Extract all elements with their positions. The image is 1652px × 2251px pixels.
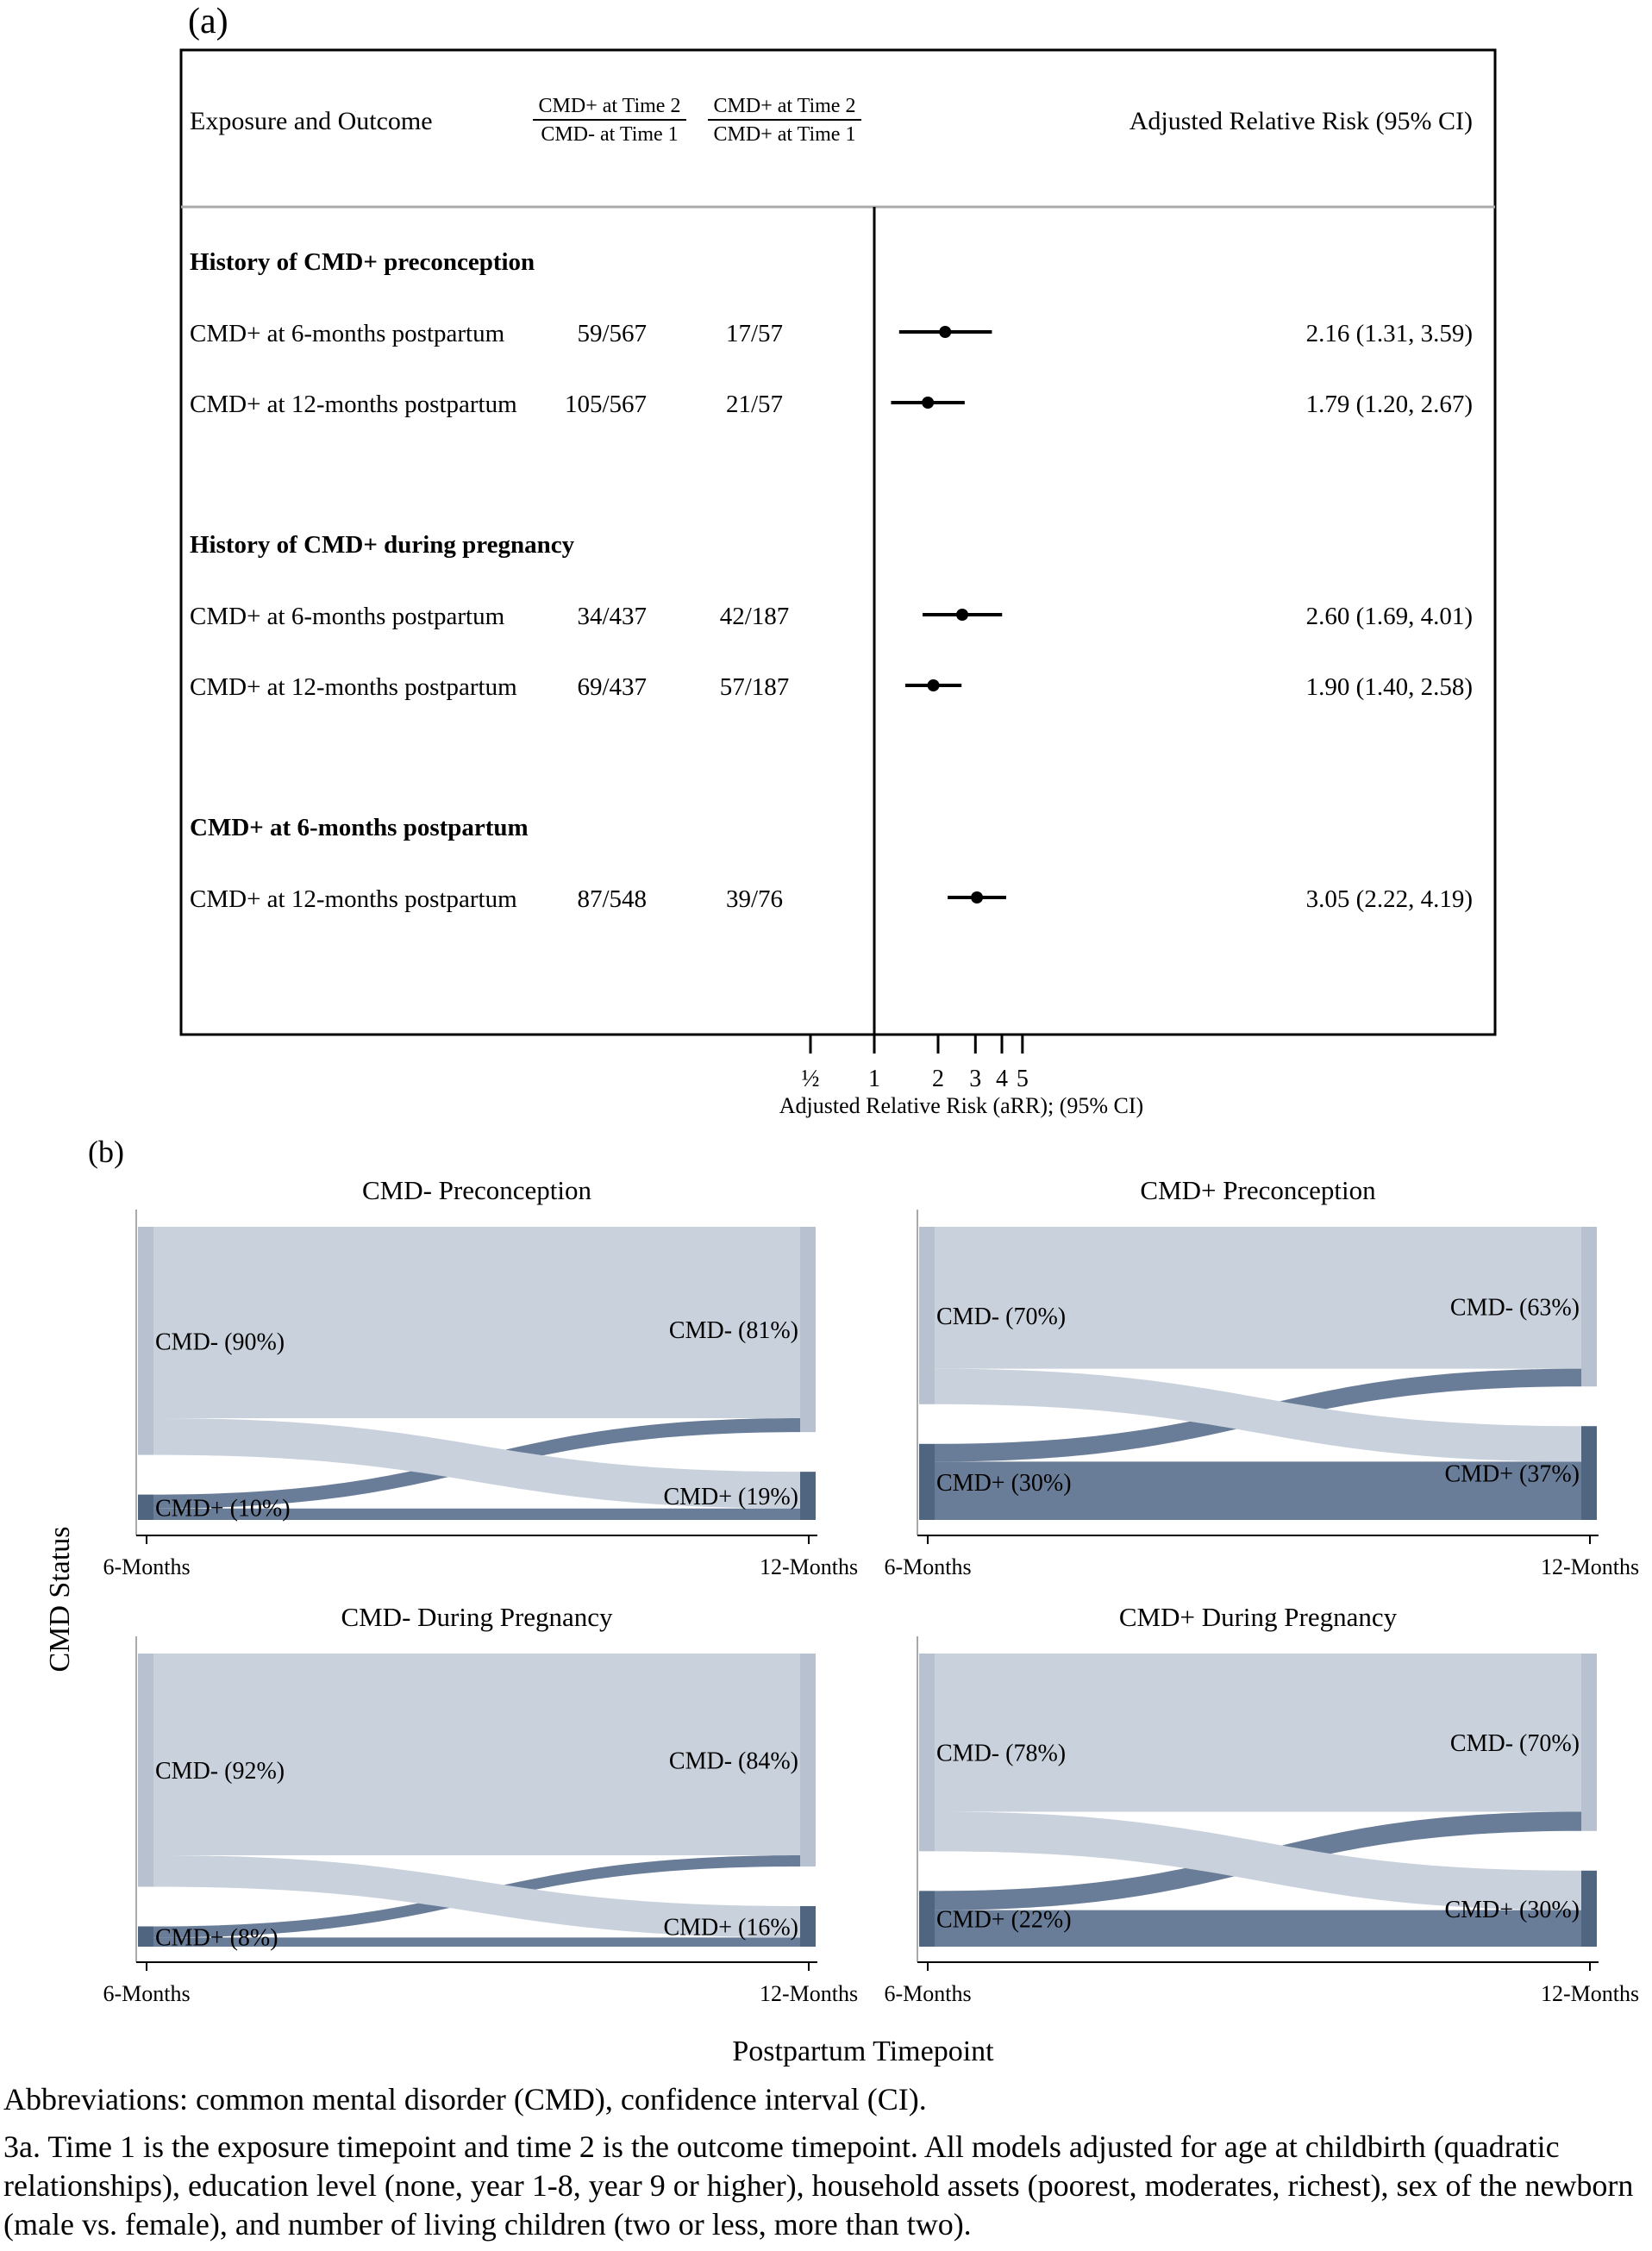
row-arr-text: 2.60 (1.69, 4.01)	[1305, 603, 1473, 630]
node-label-left-pos: CMD+ (22%)	[936, 1906, 1072, 1934]
node-label-right-pos: CMD+ (19%)	[663, 1484, 798, 1511]
row-col2: 42/187	[719, 603, 790, 630]
node-label-right-neg: CMD- (63%)	[1449, 1294, 1580, 1322]
node-label-right-pos: CMD+ (30%)	[1444, 1896, 1580, 1923]
row-col2: 17/57	[725, 320, 784, 347]
header-col1-denominator: CMD- at Time 1	[541, 123, 679, 146]
sankey-panel-title: CMD+ During Pregnancy	[1118, 1602, 1398, 1632]
x-tick-label: 1	[868, 1066, 880, 1092]
sankey-panel	[103, 1602, 858, 2006]
row-col1: 87/548	[577, 885, 647, 913]
header-arr: Adjusted Relative Risk (95% CI)	[1129, 107, 1473, 135]
node-label-right-neg: CMD- (84%)	[668, 1748, 798, 1775]
row-label: CMD+ at 12-months postpartum	[190, 885, 517, 913]
node-label-left-neg: CMD- (70%)	[936, 1303, 1067, 1330]
node-left-neg	[138, 1227, 153, 1455]
row-col2: 57/187	[719, 673, 790, 701]
node-left-neg	[919, 1654, 935, 1851]
row-col2: 21/57	[725, 391, 784, 418]
row-arr-text: 1.90 (1.40, 2.58)	[1305, 673, 1473, 701]
x-tick-label-left: 6-Months	[103, 1981, 191, 2006]
node-left-pos	[138, 1495, 153, 1520]
point-estimate	[928, 679, 940, 691]
node-right-pos	[1581, 1426, 1597, 1520]
row-label: CMD+ at 12-months postpartum	[190, 391, 517, 418]
point-estimate	[922, 397, 934, 409]
row-col1: 105/567	[564, 391, 647, 418]
header-exposure-outcome: Exposure and Outcome	[190, 107, 433, 135]
forest-axis	[802, 1035, 1029, 1092]
node-label-left-pos: CMD+ (8%)	[155, 1924, 278, 1952]
caption-notes: 3a. Time 1 is the exposure timepoint and time 2 is the outcome timepoint. All models adjusted for age at childbirth (quadratic relationships), education level (none, year 1-8, year 9 or higher), household assets (poorest, moderates, richest), sex of the newborn (male vs. female), and number of living children (two or less, more than two).	[3, 2129, 1634, 2242]
x-tick-label: ½	[801, 1066, 820, 1092]
x-tick-label-left: 6-Months	[884, 1554, 972, 1579]
row-col1: 69/437	[577, 673, 647, 701]
x-tick-label: 4	[996, 1066, 1008, 1092]
caption-abbreviations: Abbreviations: common mental disorder (CMD), confidence interval (CI).	[3, 2082, 927, 2117]
panel-b-label: (b)	[88, 1135, 124, 1169]
row-col1: 34/437	[577, 603, 647, 630]
x-tick-label: 2	[932, 1066, 944, 1092]
row-label: CMD+ at 12-months postpartum	[190, 673, 517, 701]
sankey-panel-title: CMD+ Preconception	[1140, 1175, 1376, 1205]
forest-rows	[190, 207, 1473, 1035]
node-right-pos	[800, 1906, 816, 1947]
forest-xlabel: Adjusted Relative Risk (aRR); (95% CI)	[779, 1093, 1144, 1118]
node-left-pos	[138, 1926, 153, 1947]
sankey-panels	[103, 1175, 1639, 2006]
x-tick-label-left: 6-Months	[103, 1554, 191, 1579]
sankey-panel-title: CMD- During Pregnancy	[341, 1602, 613, 1632]
node-label-right-neg: CMD- (81%)	[668, 1317, 798, 1345]
node-label-left-pos: CMD+ (30%)	[936, 1469, 1072, 1497]
node-left-neg	[919, 1227, 935, 1404]
node-left-pos	[919, 1444, 935, 1520]
node-label-right-pos: CMD+ (16%)	[663, 1914, 798, 1941]
group-title: History of CMD+ preconception	[190, 248, 535, 276]
node-right-neg	[800, 1227, 816, 1432]
sankey-panel-title: CMD- Preconception	[361, 1175, 592, 1205]
node-right-pos	[800, 1472, 816, 1520]
node-left-pos	[919, 1891, 935, 1947]
point-estimate	[956, 609, 968, 621]
sankey-ylabel: CMD Status	[44, 1526, 76, 1673]
panel-a-label: (a)	[188, 2, 228, 41]
row-col2: 39/76	[725, 885, 784, 913]
x-tick-label: 5	[1016, 1066, 1029, 1092]
group-title: CMD+ at 6-months postpartum	[190, 814, 529, 841]
node-label-right-neg: CMD- (70%)	[1449, 1729, 1580, 1757]
row-arr-text: 3.05 (2.22, 4.19)	[1305, 885, 1473, 913]
node-left-neg	[138, 1654, 153, 1886]
row-arr-text: 1.79 (1.20, 2.67)	[1305, 391, 1473, 418]
header-col1-numerator: CMD+ at Time 2	[538, 95, 681, 117]
node-right-pos	[1581, 1871, 1597, 1947]
sankey-panel	[884, 1602, 1639, 2006]
node-label-right-pos: CMD+ (37%)	[1444, 1460, 1580, 1488]
sankey-panel	[884, 1175, 1639, 1579]
sankey-panel	[103, 1175, 858, 1579]
node-right-neg	[800, 1654, 816, 1866]
header-col2-numerator: CMD+ at Time 2	[713, 95, 856, 117]
node-label-left-neg: CMD- (78%)	[936, 1740, 1067, 1767]
row-arr-text: 2.16 (1.31, 3.59)	[1305, 320, 1473, 347]
x-tick-label-right: 12-Months	[1540, 1981, 1640, 2006]
row-label: CMD+ at 6-months postpartum	[190, 603, 505, 630]
node-right-neg	[1581, 1654, 1597, 1831]
row-col1: 59/567	[577, 320, 647, 347]
x-tick-label: 3	[969, 1066, 982, 1092]
x-tick-label-right: 12-Months	[1540, 1554, 1640, 1579]
header-col2-denominator: CMD+ at Time 1	[713, 123, 856, 146]
sankey-xlabel: Postpartum Timepoint	[732, 2035, 994, 2067]
x-tick-label-right: 12-Months	[759, 1554, 859, 1579]
x-tick-label-right: 12-Months	[759, 1981, 859, 2006]
point-estimate	[939, 326, 951, 338]
node-right-neg	[1581, 1227, 1597, 1386]
node-label-left-neg: CMD- (90%)	[155, 1329, 285, 1356]
row-label: CMD+ at 6-months postpartum	[190, 320, 505, 347]
node-label-left-neg: CMD- (92%)	[155, 1758, 285, 1785]
x-tick-label-left: 6-Months	[884, 1981, 972, 2006]
node-label-left-pos: CMD+ (10%)	[155, 1495, 291, 1523]
group-title: History of CMD+ during pregnancy	[190, 531, 575, 559]
point-estimate	[971, 891, 983, 904]
